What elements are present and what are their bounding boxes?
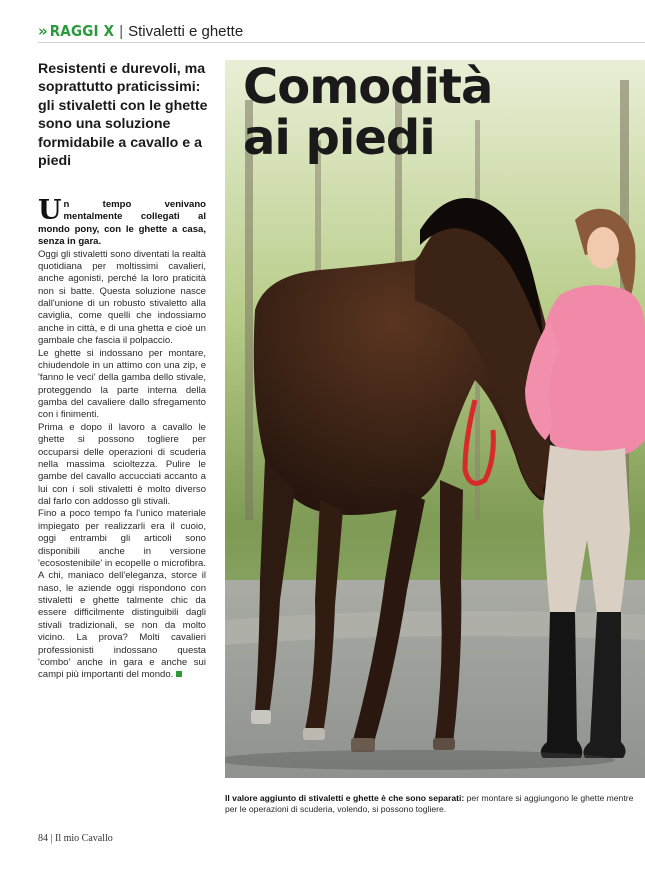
paragraph-4	[38, 508, 206, 681]
title-line-2: ai piedi	[243, 110, 435, 166]
paragraph-3: Prima e dopo il lavoro a cavallo le ghette si possono togliere per occuparsi delle operazioni di scuderia nella massima scioltezza. Pulire le gambe del cavallo accucciati accanto a lui con i soli stivaletti è molto diverso dal farlo con addosso gli stivali.	[38, 421, 206, 507]
page-number: 84	[38, 833, 48, 844]
page-footer	[38, 833, 113, 844]
horse-and-rider-illustration	[225, 60, 645, 778]
lead-paragraph	[38, 195, 206, 249]
title-line-1: Comodità	[243, 59, 493, 115]
hero-photo	[225, 60, 645, 778]
end-of-article-square-icon	[176, 671, 182, 677]
caption-bold: Il valore aggiunto di stivaletti e ghette è che sono separati:	[225, 793, 465, 803]
double-chevron-icon: »	[38, 22, 45, 40]
magazine-name: Il mio Cavallo	[55, 833, 113, 844]
photo-caption	[225, 793, 635, 815]
article-title	[243, 59, 623, 166]
section-header	[38, 22, 645, 40]
header-divider	[38, 42, 645, 43]
paragraph-4-text: Fino a poco tempo fa l'unico materiale impiegato per realizzarli era il cuoio, oggi entrambi gli articoli sono disponibili anche in versione 'ecosostenibile' in ecopelle o microfibra. A chi, maniaco dell'eleganza, storce il naso, le aziende oggi rispondono con stivaletti e ghette talmente chic da essere difficilmente distinguibili dagli stivali tradizionali, se non da molto vicino. La prova? Molti cavalieri professionisti indossano questa 'combo' anche in gara e anche sui campi più importanti del mondo.	[38, 508, 206, 681]
drop-cap: U	[38, 195, 62, 226]
caption-text: per montare si aggiungono le ghette mentre per le operazioni di scuderia, volendo, si possono togliere.	[225, 793, 634, 814]
standfirst: Resistenti e durevoli, ma soprattutto praticissimi: gli stivaletti con le ghette sono una soluzione formidabile a cavallo e a piedi	[38, 61, 208, 170]
header-separator: |	[119, 22, 124, 40]
section-topic: Stivaletti e ghette	[128, 22, 244, 40]
article-body	[38, 195, 206, 682]
paragraph-2: Le ghette si indossano per montare, chiudendole in un attimo con una zip, e 'fanno le veci' della gamba dello stivale, proteggendo la parte interna della gamba del cavaliere dallo sfregamento con i finimenti.	[38, 347, 206, 421]
footer-separator: |	[50, 833, 53, 844]
lead-text: n tempo venivano mentalmente collegati al mondo pony, con le ghette a casa, senza in gara.	[38, 199, 206, 248]
section-name: RAGGI X	[49, 22, 115, 40]
paragraph-1: Oggi gli stivaletti sono diventati la realtà quotidiana per moltissimi cavalieri, anche agonisti, perché la loro praticità non si batte. Questa soluzione nasce dall'unione di un robusto stivaletto alla caviglia, come quelli che indossiamo anche in città, e di una ghetta e cioè un gambale che fascia il polpaccio.	[38, 248, 206, 347]
